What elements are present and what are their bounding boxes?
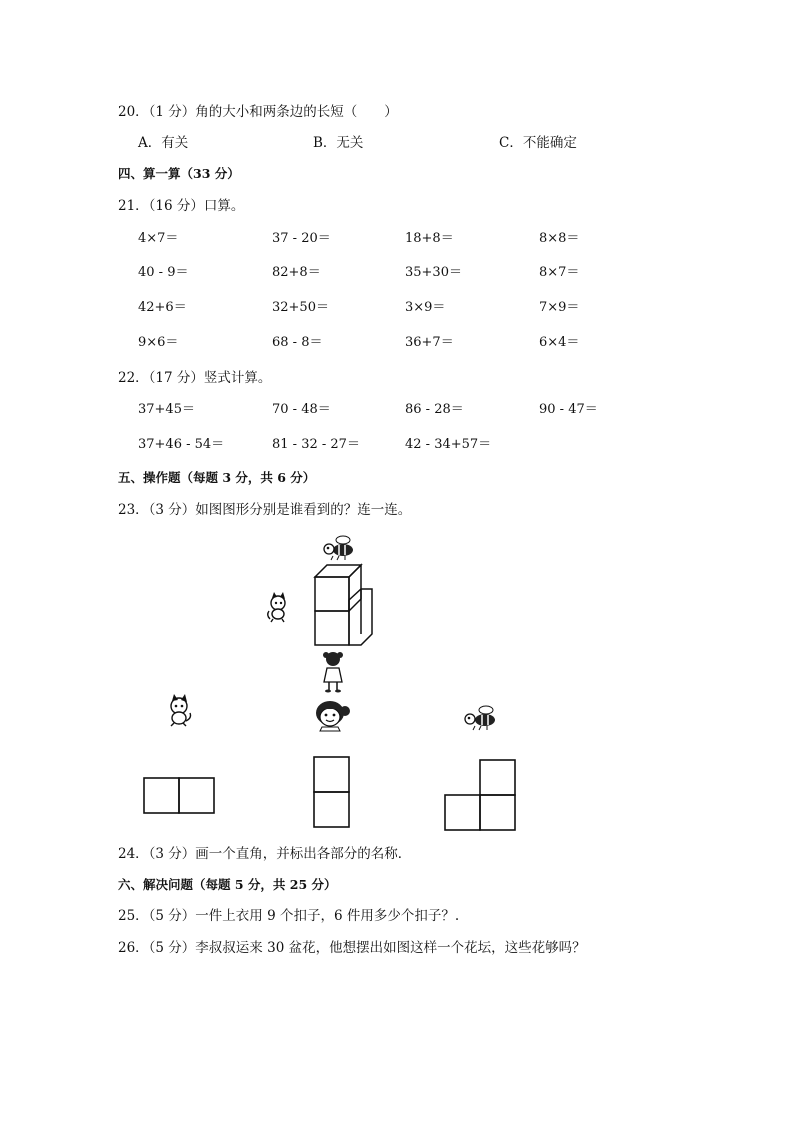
q20-stem: 20．（1 分）角的大小和两条边的长短（ ） [118,104,398,120]
q22-cell: 42 - 34+57＝ [405,437,492,452]
q21-cell: 8×7＝ [539,265,580,280]
q22-cell: 90 - 47＝ [539,402,598,417]
q22-cell: 37+45＝ [138,402,195,417]
cat-icon [171,694,191,726]
section-6-title: 六、解决问题（每题 5 分，共 25 分） [118,877,337,892]
q21-cell: 32+50＝ [272,300,329,315]
section-5-title: 五、操作题（每题 3 分，共 6 分） [118,470,316,485]
q21-cell: 8×8＝ [539,231,580,246]
q21-cell: 37 - 20＝ [272,231,331,246]
q21-cell: 36+7＝ [405,335,454,350]
view-shape-horizontal[interactable] [144,778,214,813]
view-shape-vertical[interactable] [314,757,349,827]
q22-cell: 81 - 32 - 27＝ [272,437,360,452]
q21-cell: 18+8＝ [405,231,454,246]
girl-icon [323,652,343,693]
q20-option-a[interactable]: A．有关 [138,135,189,151]
q25-stem: 25．（5 分）一件上衣用 9 个扣子，6 件用多少个扣子？. [118,908,460,924]
view-shape-l[interactable] [445,760,515,830]
q21-cell: 7×9＝ [539,300,580,315]
q23-stem: 23．（3 分）如图图形分别是谁看到的？连一连。 [118,502,412,518]
q20-option-c[interactable]: C．不能确定 [499,135,577,151]
q21-stem: 21．（16 分）口算。 [118,198,245,214]
q22-cell: 37+46 - 54＝ [138,437,225,452]
cube-stack [315,565,372,645]
girl-icon [316,701,350,731]
q21-cell: 4×7＝ [138,231,179,246]
q22-stem: 22．（17 分）竖式计算。 [118,370,272,386]
bee-icon [465,706,495,730]
bee-icon [324,536,353,560]
q20-option-b[interactable]: B．无关 [313,135,364,151]
q21-cell: 68 - 8＝ [272,335,323,350]
q21-cell: 6×4＝ [539,335,580,350]
q21-cell: 9×6＝ [138,335,179,350]
q21-cell: 35+30＝ [405,265,462,280]
q24-stem: 24．（3 分）画一个直角，并标出各部分的名称． [118,846,412,862]
section-4-title: 四、算一算（33 分） [118,166,240,181]
q21-cell: 82+8＝ [272,265,321,280]
q21-cell: 3×9＝ [405,300,446,315]
q22-cell: 86 - 28＝ [405,402,464,417]
q22-cell: 70 - 48＝ [272,402,331,417]
q21-cell: 40 - 9＝ [138,265,189,280]
q21-cell: 42+6＝ [138,300,187,315]
q26-stem: 26．（5 分）李叔叔运来 30 盆花，他想摆出如图这样一个花坛，这些花够吗？ [118,940,586,956]
cat-icon [268,592,285,622]
